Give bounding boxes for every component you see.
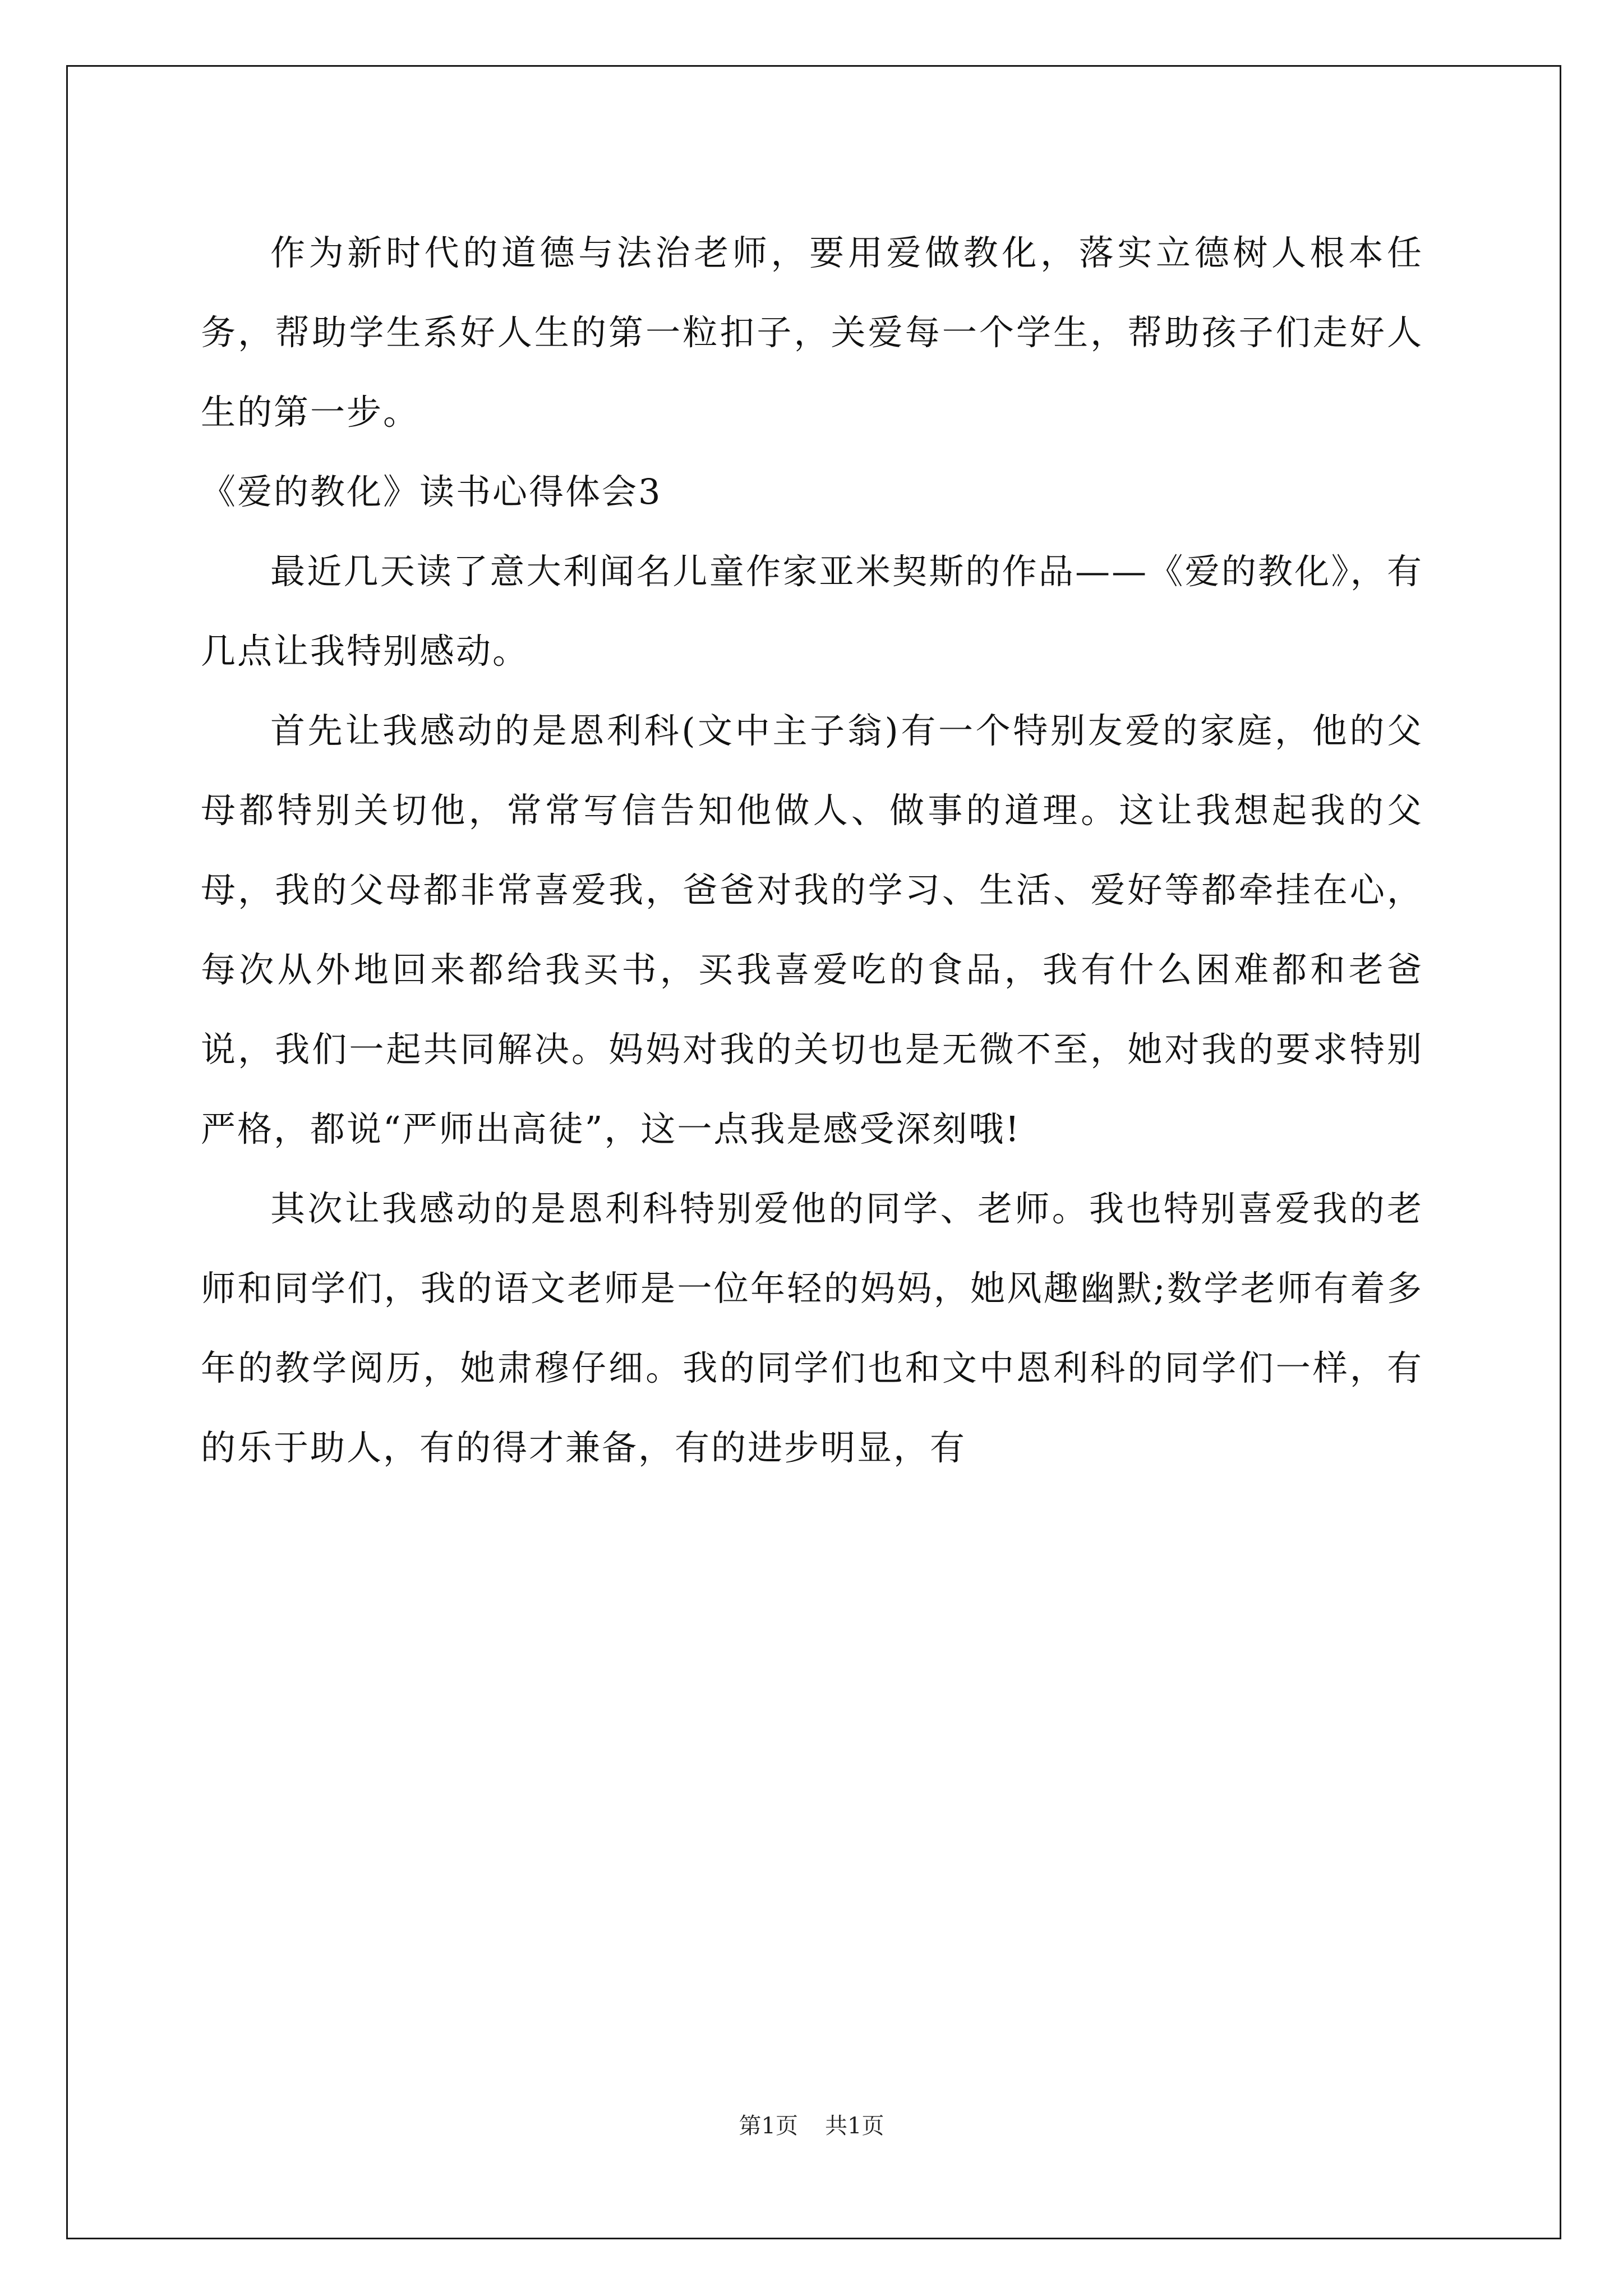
paragraph-4: 其次让我感动的是恩利科特别爱他的同学、老师。我也特别喜爱我的老师和同学们，我的语文老师是一位年轻的妈妈，她风趣幽默;数学老师有着多年的教学阅历，她肃穆仔细。我的同学们也和文中恩利科的同学们一样，有的乐于助人，有的得才兼备，有的进步明显，有 <box>201 1188 1423 1468</box>
paragraph-3: 首先让我感动的是恩利科(文中主子翁)有一个特别友爱的家庭，他的父母都特别关切他，常常写信告知他做人、做事的道理。这让我想起我的父母，我的父母都非常喜爱我，爸爸对我的学习、生活、爱好等都牵挂在心，每次从外地回来都给我买书，买我喜爱吃的食品，我有什么困难都和老爸说，我们一起共同解决。妈妈对我的关切也是无微不至，她对我的要求特别严格，都说“严师出高徒”，这一点我是感受深刻哦! <box>201 710 1423 1149</box>
page-footer <box>0 2109 1623 2143</box>
page-number: 第1页 <box>739 2113 798 2139</box>
page-total: 共1页 <box>825 2113 884 2139</box>
paragraph-1: 作为新时代的道德与法治老师，要用爱做教化，落实立德树人根本任务，帮助学生系好人生的第一粒扣子，关爱每一个学生，帮助孩子们走好人生的第一步。 <box>201 232 1423 432</box>
section-heading: 《爱的教化》读书心得体会3 <box>201 471 662 512</box>
paragraph-2: 最近几天读了意大利闻名儿童作家亚米契斯的作品——《爱的教化》，有几点让我特别感动。 <box>201 551 1423 671</box>
document-body <box>201 213 1423 1488</box>
